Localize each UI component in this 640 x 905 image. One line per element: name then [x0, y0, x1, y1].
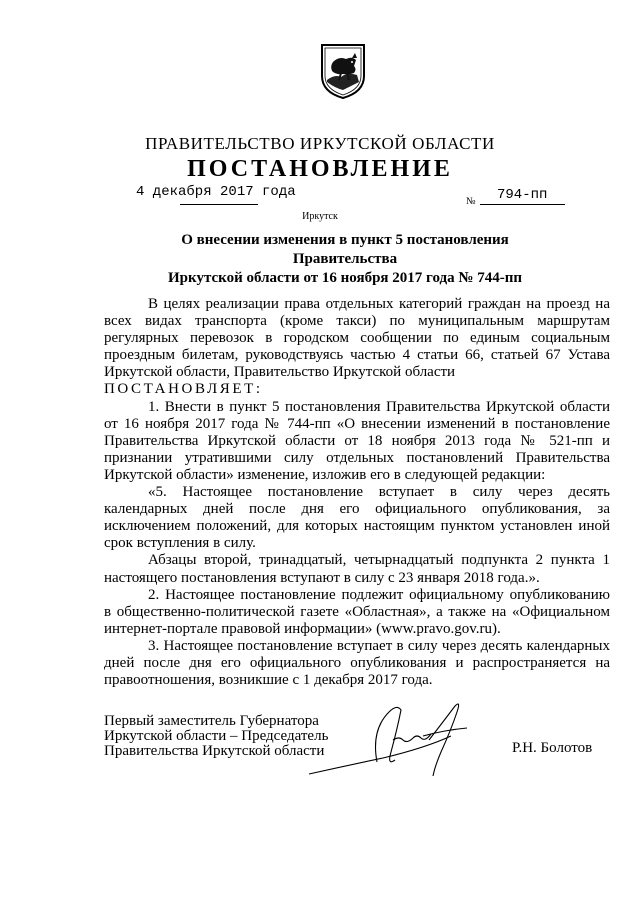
document-heading — [130, 231, 560, 288]
item-2-paragraph: 2. Настоящее постановление подлежит официальному опубликованию в общественно-политической газете «Областная», а также на «Официальном интернет-портале правовой информации» (www.pravo.gov.ru). — [104, 586, 610, 637]
city-name: Иркутск — [302, 211, 338, 222]
item-1-quote-continuation: Абзацы второй, тринадцатый, четырнадцатый подпункта 2 пункта 1 настоящего постановления вступают в силу с 23 января 2018 года.». — [104, 552, 610, 586]
government-title: ПРАВИТЕЛЬСТВО ИРКУТСКОЙ ОБЛАСТИ — [145, 134, 495, 153]
coat-of-arms-icon — [319, 42, 367, 100]
signer-name: Р.Н. Болотов — [512, 740, 593, 756]
item-1-paragraph: 1. Внести в пункт 5 постановления Правительства Иркутской области от 16 ноября 2017 года № 744-пп «О внесении изменений в постановление Правительства Иркутской области от 18 ноября 2013 года № 521-пп и признании утратившими силу отдельных постановлений Правительства Иркутской области» изменение, изложив его в следующей редакции: — [104, 398, 610, 483]
item-3-paragraph: 3. Настоящее постановление вступает в силу через десять календарных дней после дня его официального опубликования и распространяется на правоотношения, возникшие с 1 декабря 2017 года. — [104, 637, 610, 689]
document-body — [104, 296, 610, 689]
number-sign: № — [466, 196, 476, 207]
document-number: 794-пп — [497, 187, 548, 203]
resolves-word: ПОСТАНОВЛЯЕТ: — [104, 381, 263, 398]
signer-title-line-1: Первый заместитель Губернатора — [104, 713, 319, 729]
signer-title-line-2: Иркутской области – Председатель — [104, 728, 329, 744]
preamble-paragraph: В целях реализации права отдельных категорий граждан на проезд на всех видах транспорта (кроме такси) по муниципальным маршрутам регулярных перевозок в городском сообщении по единым социальным проездным билетам, руководствуясь частью 4 статьи 66, статьей 67 Устава Иркутской области, Правительство Иркутской области — [104, 296, 610, 381]
signer-title-line-3: Правительства Иркутской области — [104, 743, 325, 759]
number-underline — [480, 204, 565, 205]
item-1-quote-paragraph: «5. Настоящее постановление вступает в силу через десять календарных дней после дня его официального опубликования, за исключением положений, для которых настоящим пунктом установлен иной срок вступления в силу. — [104, 484, 610, 552]
heading-line-2: Иркутской области от 16 ноября 2017 года № 744-пп — [168, 270, 522, 286]
document-date: 4 декабря 2017 года — [136, 184, 296, 200]
handwritten-signature-icon — [305, 700, 485, 780]
signer-title — [104, 714, 328, 759]
heading-line-1: О внесении изменения в пункт 5 постановления Правительства — [181, 232, 509, 267]
date-underline — [180, 204, 258, 205]
document-type: ПОСТАНОВЛЕНИЕ — [187, 156, 453, 182]
